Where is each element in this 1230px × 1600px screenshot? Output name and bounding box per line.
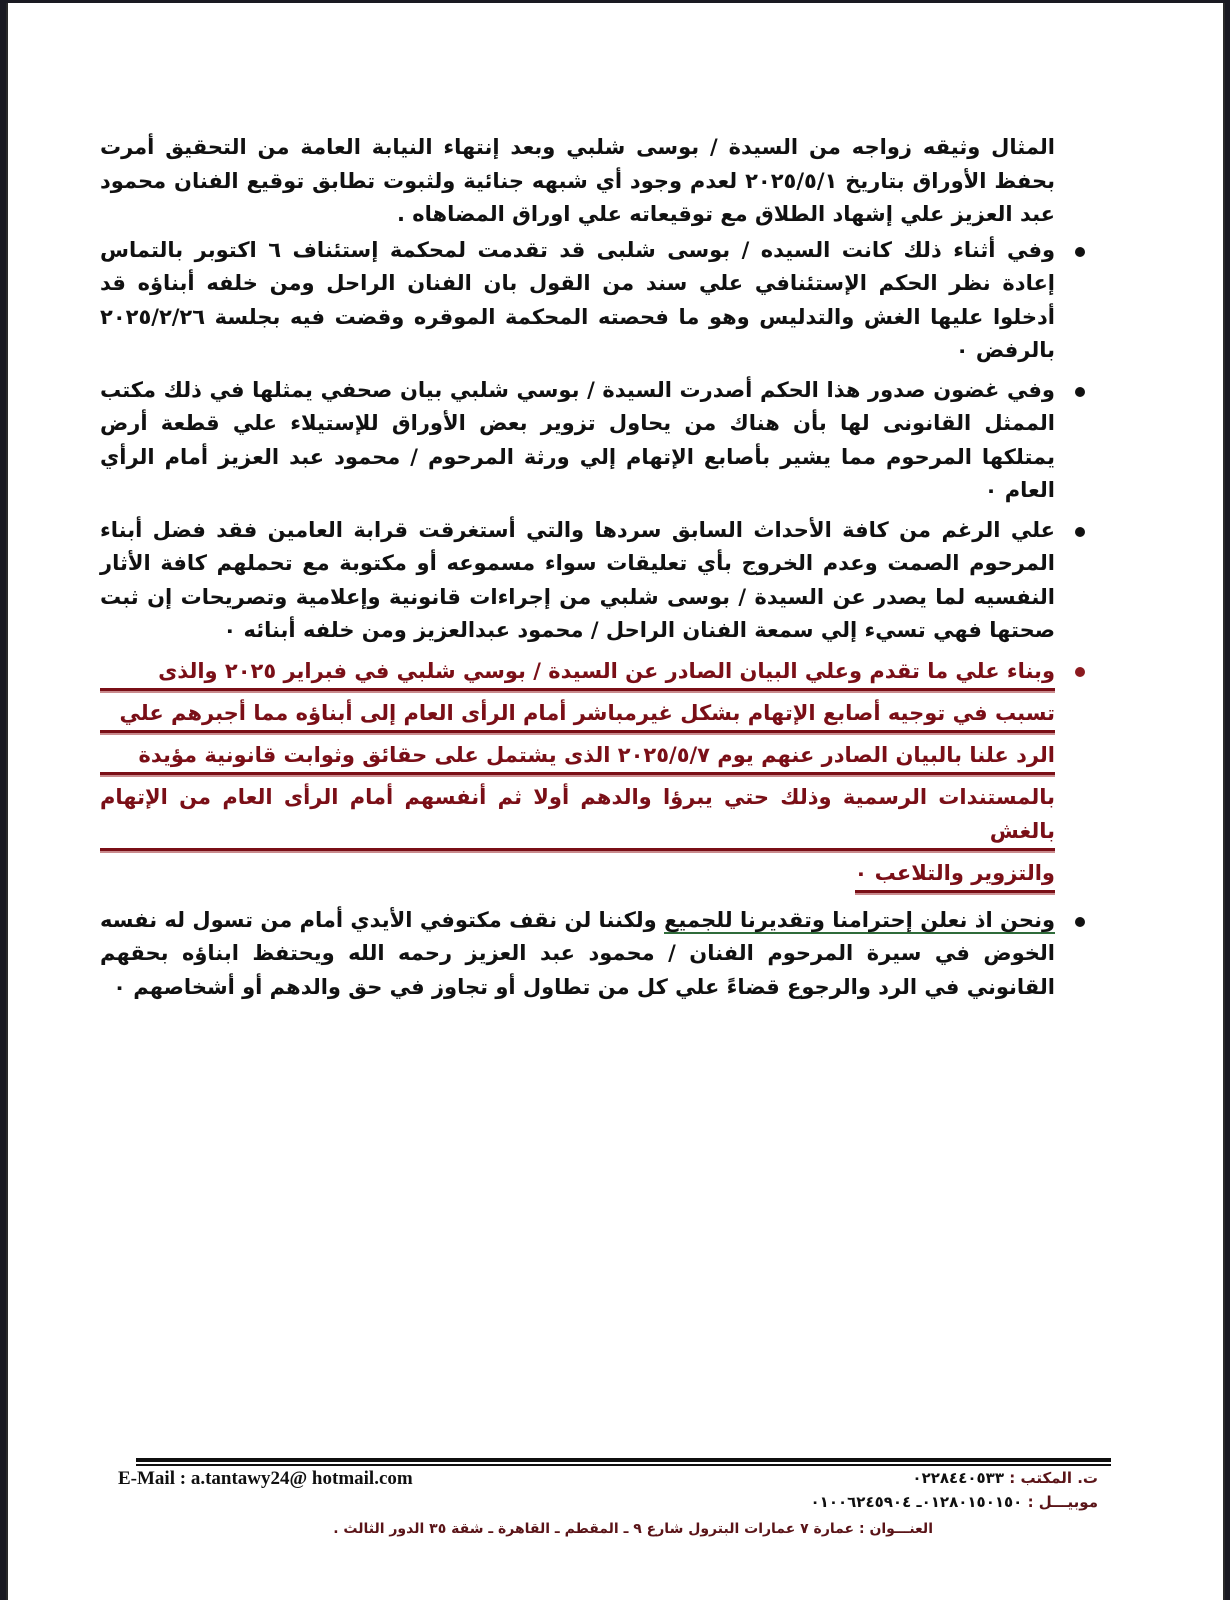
mobile-numbers: ٠١٢٨٠١٥٠١٥٠ـ ٠١٠٠٦٢٤٥٩٠٤ [810, 1493, 1023, 1511]
bullet-item-closing [100, 904, 1055, 1005]
bullet-dot-icon [1075, 527, 1085, 537]
highlighted-line: بالمستندات الرسمية وذلك حتي يبرؤا والدهم أولا ثم أنفسهم أمام الرأى العام من الإتهام بالغش [100, 780, 1055, 851]
bullet-dot-icon [1075, 247, 1085, 257]
closing-text: ولكننا لن نقف مكتوفي الأيدي أمام من تسول له نفسه الخوض في سيرة المرحوم الفنان / محمود عبد العزيز رحمه الله ويحتفظ ابناؤه بحقهم القانوني في الرد والرجوع قضاءً علي كل من تطاول أو تجاوز في حق والدهم أو أشخاصهم ٠ [100, 907, 1055, 999]
underlined-respect-phrase: ونحن اذ نعلن إحترامنا وتقديرنا للجميع [664, 907, 1056, 932]
bullet-text: وفي غضون صدور هذا الحكم أصدرت السيدة / بوسي شلبي بيان صحفي يمثلها في ذلك مكتب الممثل القانونى لها بأن هناك من يحاول تزوير بعض الأوراق للإستيلاء علي قطعة أرض يمتلكها المرحوم مما يشير بأصابع الإتهام إلي ورثة المرحوم / محمود عبد العزيز أمام الرأي العام ٠ [100, 377, 1055, 502]
footer-divider [136, 1458, 1111, 1462]
office-phone-label: ت. المكتب : [1009, 1469, 1098, 1487]
highlighted-line: تسبب في توجيه أصابع الإتهام بشكل غيرمباشر أمام الرأى العام إلى أبناؤه مما أجبرهم علي [100, 696, 1055, 733]
footer-email: E-Mail : a.tantawy24@ hotmail.com [118, 1468, 413, 1489]
office-phone-number: ٠٢٢٨٤٤٠٥٣٣ [912, 1469, 1004, 1487]
highlighted-line: والتزوير والتلاعب ٠ [855, 856, 1055, 893]
bullet-text [100, 904, 1055, 1005]
highlighted-line: الرد علنا بالبيان الصادر عنهم يوم ٢٠٢٥/٥/٧ الذى يشتمل على حقائق وثوابت قانونية مؤيدة [100, 738, 1055, 775]
bullet-item-press-statement [100, 374, 1055, 508]
bullet-text: وفي أثناء ذلك كانت السيده / بوسى شلبى قد تقدمت لمحكمة إستئناف ٦ اكتوبر بالتماس إعادة نظر الحكم الإستئنافي علي سند من القول بان الفنان الراحل ومن خلفه أبناؤه قد أدخلوا عليها الغش والتدليس وهو ما فحصته المحكمة الموقره وقضت فيه بجلسة ٢٠٢٥/٢/٢٦ بالرفض ٠ [100, 237, 1056, 362]
bullet-dot-icon [1075, 387, 1085, 397]
intro-paragraph: المثال وثيقه زواجه من السيدة / بوسى شلبي وبعد إنتهاء النيابة العامة من التحقيق أمرت بحفظ الأوراق بتاريخ ٢٠٢٥/٥/١ لعدم وجود أي شبهه جنائية ولثبوت تطابق توقيع الفنان محمود عبد العزيز علي إشهاد الطلاق مع توقيعاته علي اوراق المضاهاه . [100, 135, 1055, 226]
mobile-label: موبيـــل : [1027, 1493, 1098, 1511]
footer-mobile-phone [811, 1493, 1098, 1511]
bullet-item-highlighted-response [100, 654, 1055, 898]
bullet-dot-icon [1075, 667, 1085, 677]
highlighted-line: وبناء علي ما تقدم وعلي البيان الصادر عن السيدة / بوسي شلبي في فبراير ٢٠٢٥ والذى [100, 654, 1055, 691]
footer-address: العنـــوان : عمارة ٧ عمارات البترول شارع ٩ ـ المقطم ـ القاهرة ـ شقة ٣٥ الدور الثالث . [333, 1521, 933, 1537]
bullet-dot-icon [1075, 917, 1085, 927]
bullet-item-appeal [100, 234, 1055, 368]
bullet-text: علي الرغم من كافة الأحداث السابق سردها والتي أستغرقت قرابة العامين فقد فضل أبناء المرحوم الصمت وعدم الخروج بأي تعليقات سواء مسموعه أو مكتوبة مع تحملهم كافة الأثار النفسيه لما يصدر عن السيدة / بوسى شلبي من إجراءات قانونية وإعلامية وتصريحات إن ثبت صحتها فهي تسيء إلي سمعة الفنان الراحل / محمود عبدالعزيز ومن خلفه أبنائه ٠ [100, 517, 1055, 642]
document-page [6, 3, 1225, 1600]
highlighted-paragraph [100, 654, 1055, 898]
document-body [100, 131, 1055, 1004]
footer-office-phone [912, 1469, 1098, 1487]
footer-divider-thin [136, 1464, 1111, 1466]
bullet-item-silence [100, 514, 1055, 648]
